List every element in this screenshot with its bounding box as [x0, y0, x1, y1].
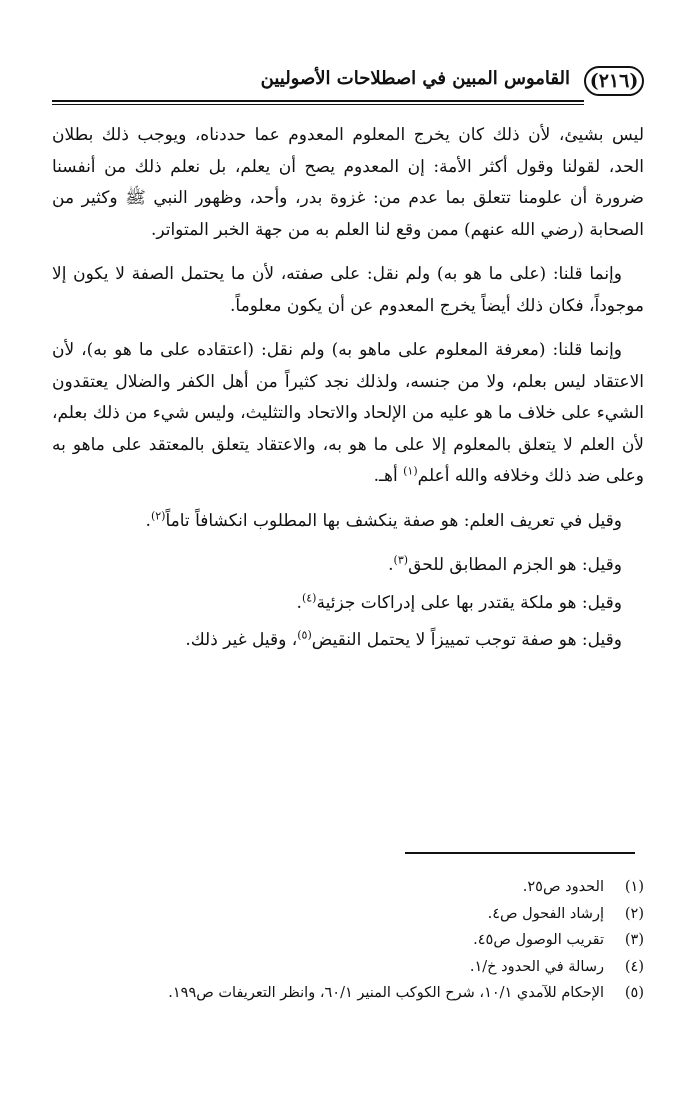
- definition-1-tail: .: [388, 555, 394, 575]
- footnote-text: تقريب الوصول ص٤٥.: [473, 932, 604, 948]
- running-title: القاموس المبين في اصطلاحات الأصوليين: [260, 68, 570, 89]
- paragraph-4-text: وقيل في تعريف العلم: هو صفة ينكشف بها المطلوب انكشافاً تاماً: [165, 510, 622, 531]
- footnote-item: [52, 874, 644, 901]
- footnote-number: (٢): [624, 905, 644, 922]
- page-number: (٢١٦): [589, 70, 639, 92]
- footnote-number: (٣): [624, 932, 644, 948]
- footnote-ref-1[interactable]: (١): [403, 464, 418, 478]
- footnote-ref-3[interactable]: (٣): [393, 553, 409, 567]
- paragraph-3-text: وإنما قلنا: (معرفة المعلوم على ماهو به) ولم نقل: (اعتقاده على ما هو به)، لأن الاعتقاد ليس بعلم، ولا من جنسه، ولذلك نجد كثيراً من أهل الكفر والضلال يعتقدون الشيء على خلاف ما هو عليه من الإلحاد والاتحاد والتثليث، وليس شيء من ذلك بعلم، لأن العلم لا يتعلق بالمعلوم إلا على ما هو به، والاعتقاد يتعلق بالمعتقد على ماهو به وعلى ضد ذلك وخلافه والله أعلم: [52, 340, 644, 486]
- paragraph-4: [52, 506, 644, 538]
- footnote-ref-5[interactable]: (٥): [297, 628, 312, 642]
- footnote-item: [52, 901, 644, 928]
- main-text: [52, 120, 644, 663]
- footnote-text: إرشاد الفحول ص٤.: [487, 905, 604, 922]
- definition-2-tail: .: [296, 592, 302, 613]
- definition-3-tail: ، وقيل غير ذلك.: [185, 630, 298, 650]
- paragraph-2: وإنما قلنا: (على ما هو به) ولم نقل: على صفته، لأن ما يحتمل الصفة لا يكون إلا موجوداً، فكان ذلك أيضاً يخرج المعدوم عن أن يكون معلوماً.: [52, 264, 644, 316]
- footnote-ref-2[interactable]: (٢): [150, 508, 166, 522]
- footnotes: [52, 874, 644, 1007]
- footnote-item: [52, 954, 644, 981]
- footnote-number: (٥): [624, 985, 644, 1001]
- footnote-item: [52, 927, 644, 954]
- paragraph-3-tail: أهـ.: [373, 466, 404, 486]
- definition-1-text: وقيل: هو الجزم المطابق للحق: [408, 555, 622, 575]
- page-header: [52, 66, 644, 100]
- footnote-text: رسالة في الحدود خ/١.: [469, 958, 604, 975]
- footnote-text: الإحكام للآمدي ١٠/١، شرح الكوكب المنير ٦٠/١، وانظر التعريفات ص١٩٩.: [168, 985, 604, 1001]
- footnote-separator: [405, 852, 635, 854]
- footnote-ref-4[interactable]: (٤): [301, 590, 317, 604]
- footnote-text: الحدود ص٢٥.: [522, 879, 604, 895]
- header-rule: [52, 100, 584, 105]
- footnote-number: (٤): [624, 958, 644, 975]
- definition-2-text: وقيل: هو ملكة يقتدر بها على إدراكات جزئية: [316, 592, 622, 613]
- page-number-badge: [584, 66, 644, 96]
- footnote-number: (١): [624, 879, 644, 895]
- definition-3: [52, 625, 644, 657]
- paragraph-1: ليس بشيئ، لأن ذلك كان يخرج المعلوم المعدوم عما حددناه، ويوجب ذلك بطلان الحد، لقولنا وقول أكثر الأمة: إن المعدوم يصح أن يعلم، بل نعلم ذلك من أنفسنا ضرورة أن علومنا تتعلق بما عدم من: غزوة بدر، وأحد، وظهور النبي ﷺ وكثير من الصحابة (رضي الله عنهم) ممن وقع لنا العلم به من جهة الخبر المتواتر.: [52, 125, 644, 240]
- footnote-item: [52, 980, 644, 1007]
- definition-3-text: وقيل: هو صفة توجب تمييزاً لا يحتمل النقيض: [311, 630, 622, 650]
- definition-1: [52, 550, 644, 582]
- paragraph-3: [52, 335, 644, 493]
- definition-2: [52, 588, 644, 620]
- paragraph-4-tail: .: [145, 510, 151, 531]
